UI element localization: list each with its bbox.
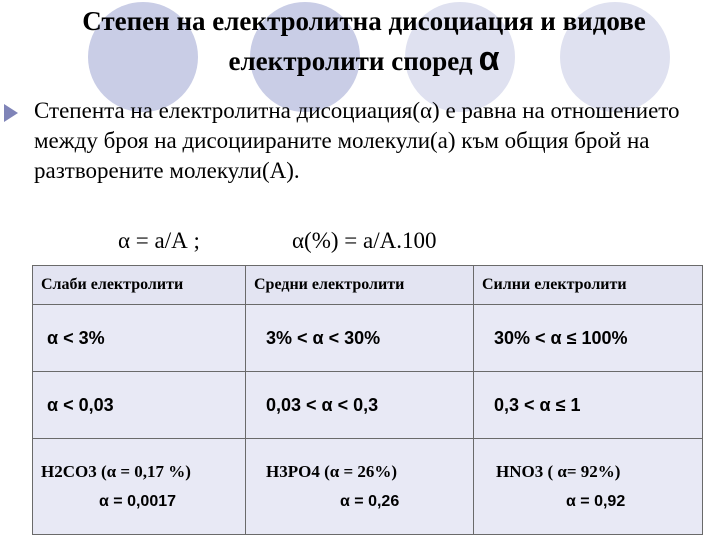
- example-formula: H3PO4 (α = 26%): [266, 461, 398, 481]
- example-formula: HNO3 ( α= 92%): [496, 461, 621, 481]
- example-weak: [33, 439, 246, 535]
- title-line-1: Степен на електролитна дисоциация и видове: [82, 6, 646, 36]
- title-line-2: [0, 40, 728, 80]
- header-weak: Слаби електролити: [33, 266, 246, 305]
- example-formula: H2CO3 (α = 0,17 %): [41, 461, 191, 481]
- electrolyte-table: [32, 265, 703, 535]
- bullet-text: Степента на електролитна дисоциация(α) е равна на отношението между броя на дисоциираните молекули(а) към общия брой на разтворените молекули(А).: [34, 98, 680, 183]
- example-strong: [474, 439, 703, 535]
- medium-percent: 3% < α < 30%: [246, 305, 474, 372]
- formula-percent: α(%) = а/А.100: [292, 228, 437, 253]
- title-alpha-symbol: α: [478, 40, 500, 78]
- formula-ratio: α = а/А ;: [118, 228, 200, 253]
- table-row: [33, 305, 703, 372]
- table-header-row: [33, 266, 703, 305]
- header-strong: Силни електролити: [474, 266, 703, 305]
- bullet-arrow-icon: [4, 104, 18, 122]
- strong-fraction: 0,3 < α ≤ 1: [474, 372, 703, 439]
- medium-fraction: 0,03 < α < 0,3: [246, 372, 474, 439]
- weak-fraction: α < 0,03: [33, 372, 246, 439]
- slide-title: [0, 2, 728, 80]
- example-value: α = 0,26: [340, 492, 400, 510]
- strong-percent: 30% < α ≤ 100%: [474, 305, 703, 372]
- header-medium: Средни електролити: [246, 266, 474, 305]
- example-value: α = 0,0017: [99, 492, 177, 510]
- table-row-examples: [33, 439, 703, 535]
- weak-percent: α < 3%: [33, 305, 246, 372]
- example-value: α = 0,92: [566, 492, 626, 510]
- table-row: [33, 372, 703, 439]
- title-line-2-text: електролити според: [228, 46, 473, 76]
- example-medium: [246, 439, 474, 535]
